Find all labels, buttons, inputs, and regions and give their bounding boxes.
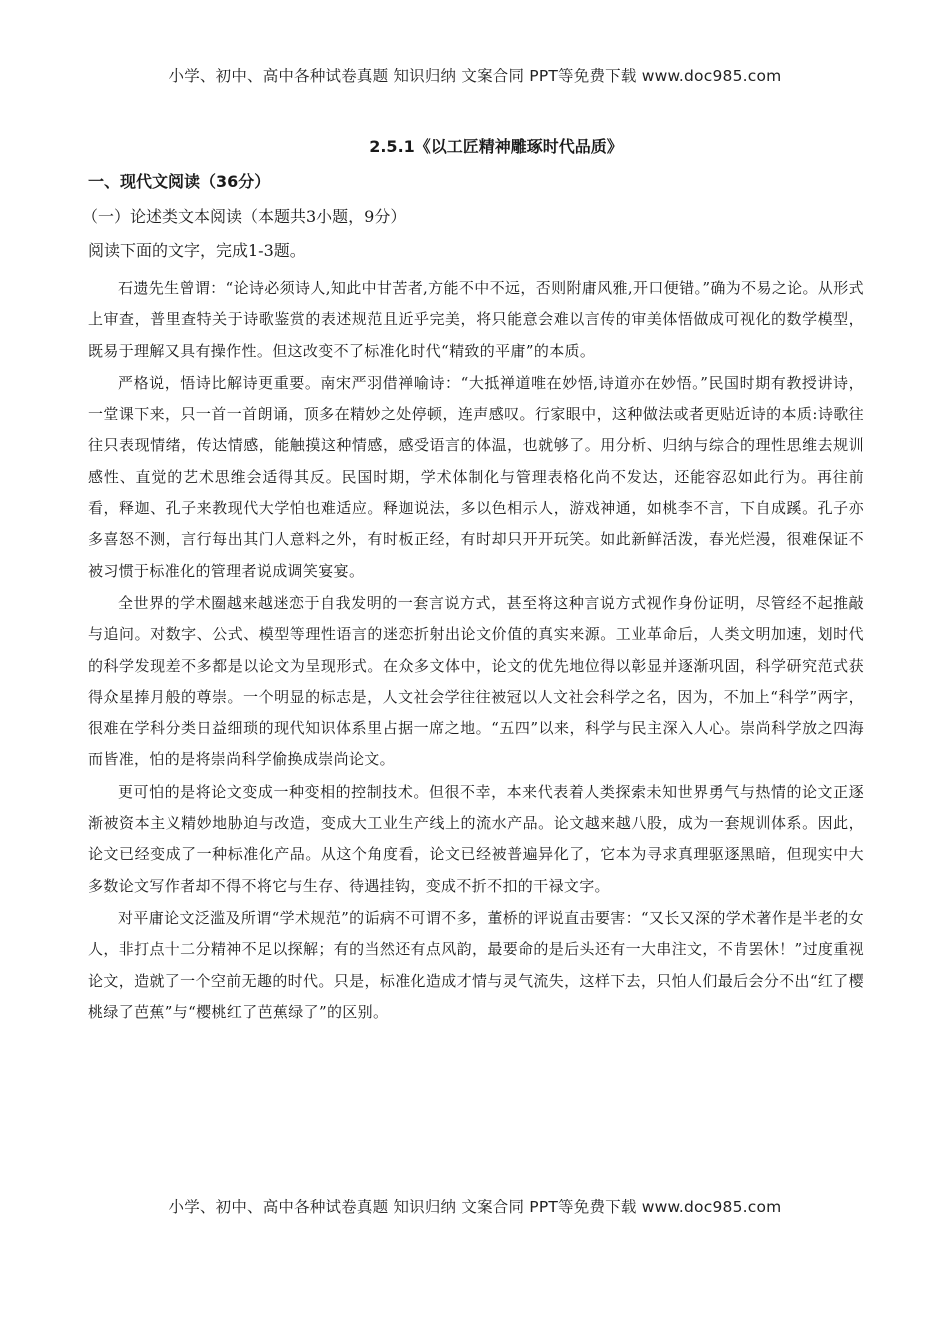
reading-instruction: 阅读下面的文字，完成1-3题。 (88, 241, 306, 260)
document-body (82, 134, 864, 1029)
section-title: 一、现代文阅读（36分） (88, 172, 271, 191)
paragraph-2: 严格说，悟诗比解诗更重要。南宋严羽借禅喻诗：“大抵禅道唯在妙悟,诗道亦在妙悟。”民国时期有教授讲诗，一堂课下来，只一首一首朗诵，顶多在精妙之处停顿，连声感叹。行家眼中，这种做法或者更贴近诗的本质:诗歌往往只表现情绪，传达情感，能触摸这种情感，感受语言的体温，也就够了。用分析、归纳与综合的理性思维去规训感性、直觉的艺术思维会适得其反。民国时期，学术体制化与管理表格化尚不发达，还能容忍如此行为。再往前看，释迦、孔子来教现代大学怕也难适应。释迦说法，多以色相示人，游戏神通，如桃李不言，下自成蹊。孔子亦多喜怒不测，言行每出其门人意料之外，有时板正经，有时却只开开玩笑。如此新鲜活泼，春光烂漫，很难保证不被习惯于标准化的管理者说成调笑宴宴。 (88, 373, 864, 580)
page-header: 小学、初中、高中各种试卷真题 知识归纳 文案合同 PPT等免费下载 www.doc985.com (168, 67, 782, 85)
document-title: 2.5.1《以工匠精神雕琢时代品质》 (369, 137, 623, 156)
subsection-title: （一）论述类文本阅读（本题共3小题，9分） (82, 207, 407, 226)
paragraph-5: 对平庸论文泛滥及所谓“学术规范”的诟病不可谓不多，董桥的评说直击要害：“又长又深的学术著作是半老的女人，非打点十二分精神不足以探解；有的当然还有点风韵，最要命的是后头还有一大串注文，不肯罢休！”过度重视论文，造就了一个空前无趣的时代。只是，标准化造成才情与灵气流失，这样下去，只怕人们最后会分不出“红了樱桃绿了芭蕉”与“樱桃红了芭蕉绿了”的区别。 (88, 908, 864, 1021)
paragraph-3: 全世界的学术圈越来越迷恋于自我发明的一套言说方式，甚至将这种言说方式视作身份证明，尽管经不起推敲与追问。对数字、公式、模型等理性语言的迷恋折射出论文价值的真实来源。工业革命后，人类文明加速，划时代的科学发现差不多都是以论文为呈现形式。在众多文体中，论文的优先地位得以彰显并逐渐巩固，科学研究范式获得众星捧月般的尊崇。一个明显的标志是，人文社会学往往被冠以人文社会科学之名，因为，不加上“科学”两字，很难在学科分类日益细琐的现代知识体系里占据一席之地。“五四”以来，科学与民主深入人心。崇尚科学放之四海而皆准，怕的是将崇尚科学偷换成崇尚论文。 (88, 593, 864, 769)
paragraph-1: 石遗先生曾谓：“论诗必须诗人,知此中甘苦者,方能不中不远，否则附庸风雅,开口便错。”确为不易之论。从形式上审查，普里查特关于诗歌鉴赏的表述规范且近乎完美，将只能意会难以言传的审美体悟做成可视化的数学模型，既易于理解又具有操作性。但这改变不了标准化时代“精致的平庸”的本质。 (88, 279, 864, 360)
page-footer: 小学、初中、高中各种试卷真题 知识归纳 文案合同 PPT等免费下载 www.doc985.com (168, 1198, 782, 1216)
paragraph-4: 更可怕的是将论文变成一种变相的控制技术。但很不幸，本来代表着人类探索未知世界勇气与热情的论文正逐渐被资本主义精妙地胁迫与改造，变成大工业生产线上的流水产品。论文越来越八股，成为一套规训体系。因此，论文已经变成了一种标准化产品。从这个角度看，论文已经被普遍异化了，它本为寻求真理驱逐黑暗，但现实中大多数论文写作者却不得不将它与生存、待遇挂钩，变成不折不扣的干禄文字。 (88, 782, 864, 895)
